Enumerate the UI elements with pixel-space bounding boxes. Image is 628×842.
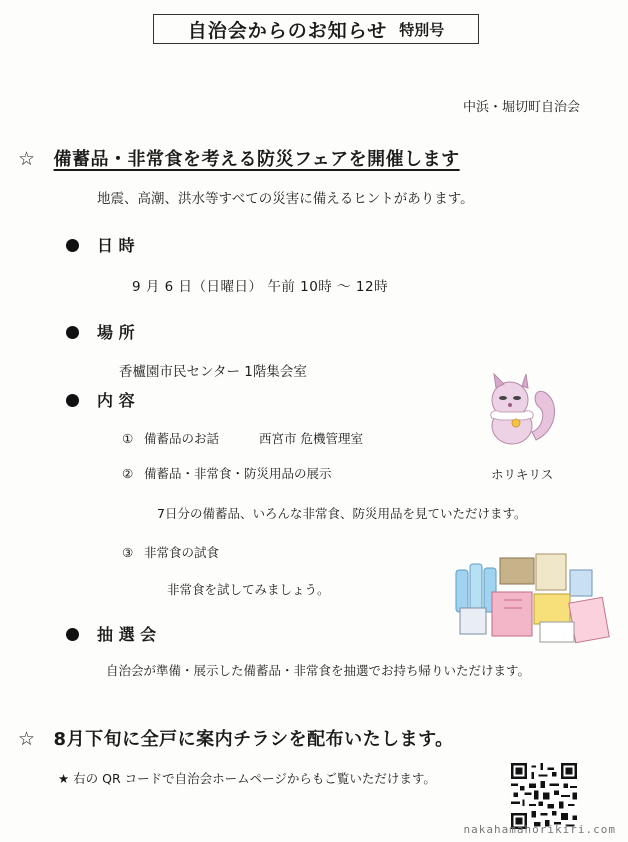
qr-note: ★ 右の QR コードで自治会ホームページからもご覧いただけます。: [58, 771, 436, 786]
item-label: 備蓄品・非常食・防災用品の展示: [144, 466, 332, 481]
squirrel-mascot-illustration: [478, 370, 560, 452]
bullet-icon: [66, 628, 79, 641]
content-heading: [66, 388, 135, 411]
lottery-text: 自治会が準備・展示した備蓄品・非常食を抽選でお持ち帰りいただけます。: [106, 663, 531, 678]
notice-title: 8月下旬に全戸に案内チラシを配布いたします。: [53, 729, 454, 750]
item-number: ①: [122, 431, 134, 446]
bullet-icon: [66, 326, 79, 339]
emergency-supplies-illustration: [452, 548, 614, 648]
event-title: 備蓄品・非常食を考える防災フェアを開催します: [53, 149, 460, 170]
item-detail: 西宮市 危機管理室: [259, 431, 363, 446]
lottery-heading: [66, 622, 156, 645]
content-item-3: [122, 543, 219, 561]
item-label: 備蓄品のお話: [144, 431, 220, 446]
organization-name: 中浜・堀切町自治会: [462, 100, 580, 115]
lottery-heading-label: 抽 選 会: [97, 625, 157, 644]
date-heading-label: 日 時: [97, 236, 135, 255]
star-icon: ☆: [18, 728, 36, 750]
content-heading-label: 内 容: [97, 391, 135, 410]
mascot-caption: ホリキリス: [491, 467, 554, 482]
content-item-2-detail: 7日分の備蓄品、いろんな非常食、防災用品を見ていただけます。: [157, 506, 527, 521]
content-item-1: [122, 429, 363, 447]
item-label: 非常食の試食: [144, 545, 220, 560]
place-text: 香櫨園市民センター 1階集会室: [119, 364, 307, 380]
place-heading-label: 場 所: [97, 323, 135, 342]
notice-heading: [18, 725, 454, 751]
bullet-icon: [66, 239, 79, 252]
qr-code-icon[interactable]: [511, 763, 577, 829]
event-intro: 地震、高潮、洪水等すべての災害に備えるヒントがあります。: [97, 191, 474, 207]
date-heading: [66, 233, 135, 256]
title-box: [153, 14, 479, 44]
special-issue-label: 特別号: [399, 20, 445, 39]
item-number: ③: [122, 545, 134, 560]
place-heading: [66, 320, 135, 343]
star-icon: ☆: [18, 148, 36, 170]
event-heading: [18, 145, 460, 171]
date-text: 9 月 6 日（日曜日） 午前 10時 ～ 12時: [132, 279, 389, 295]
site-watermark: nakahamahorikiri.com: [463, 823, 616, 836]
content-item-2: [122, 464, 332, 482]
bullet-icon: [66, 394, 79, 407]
page-title: 自治会からのお知らせ: [187, 19, 388, 42]
item-number: ②: [122, 466, 134, 481]
content-item-3-detail: 非常食を試してみましょう。: [167, 582, 330, 597]
